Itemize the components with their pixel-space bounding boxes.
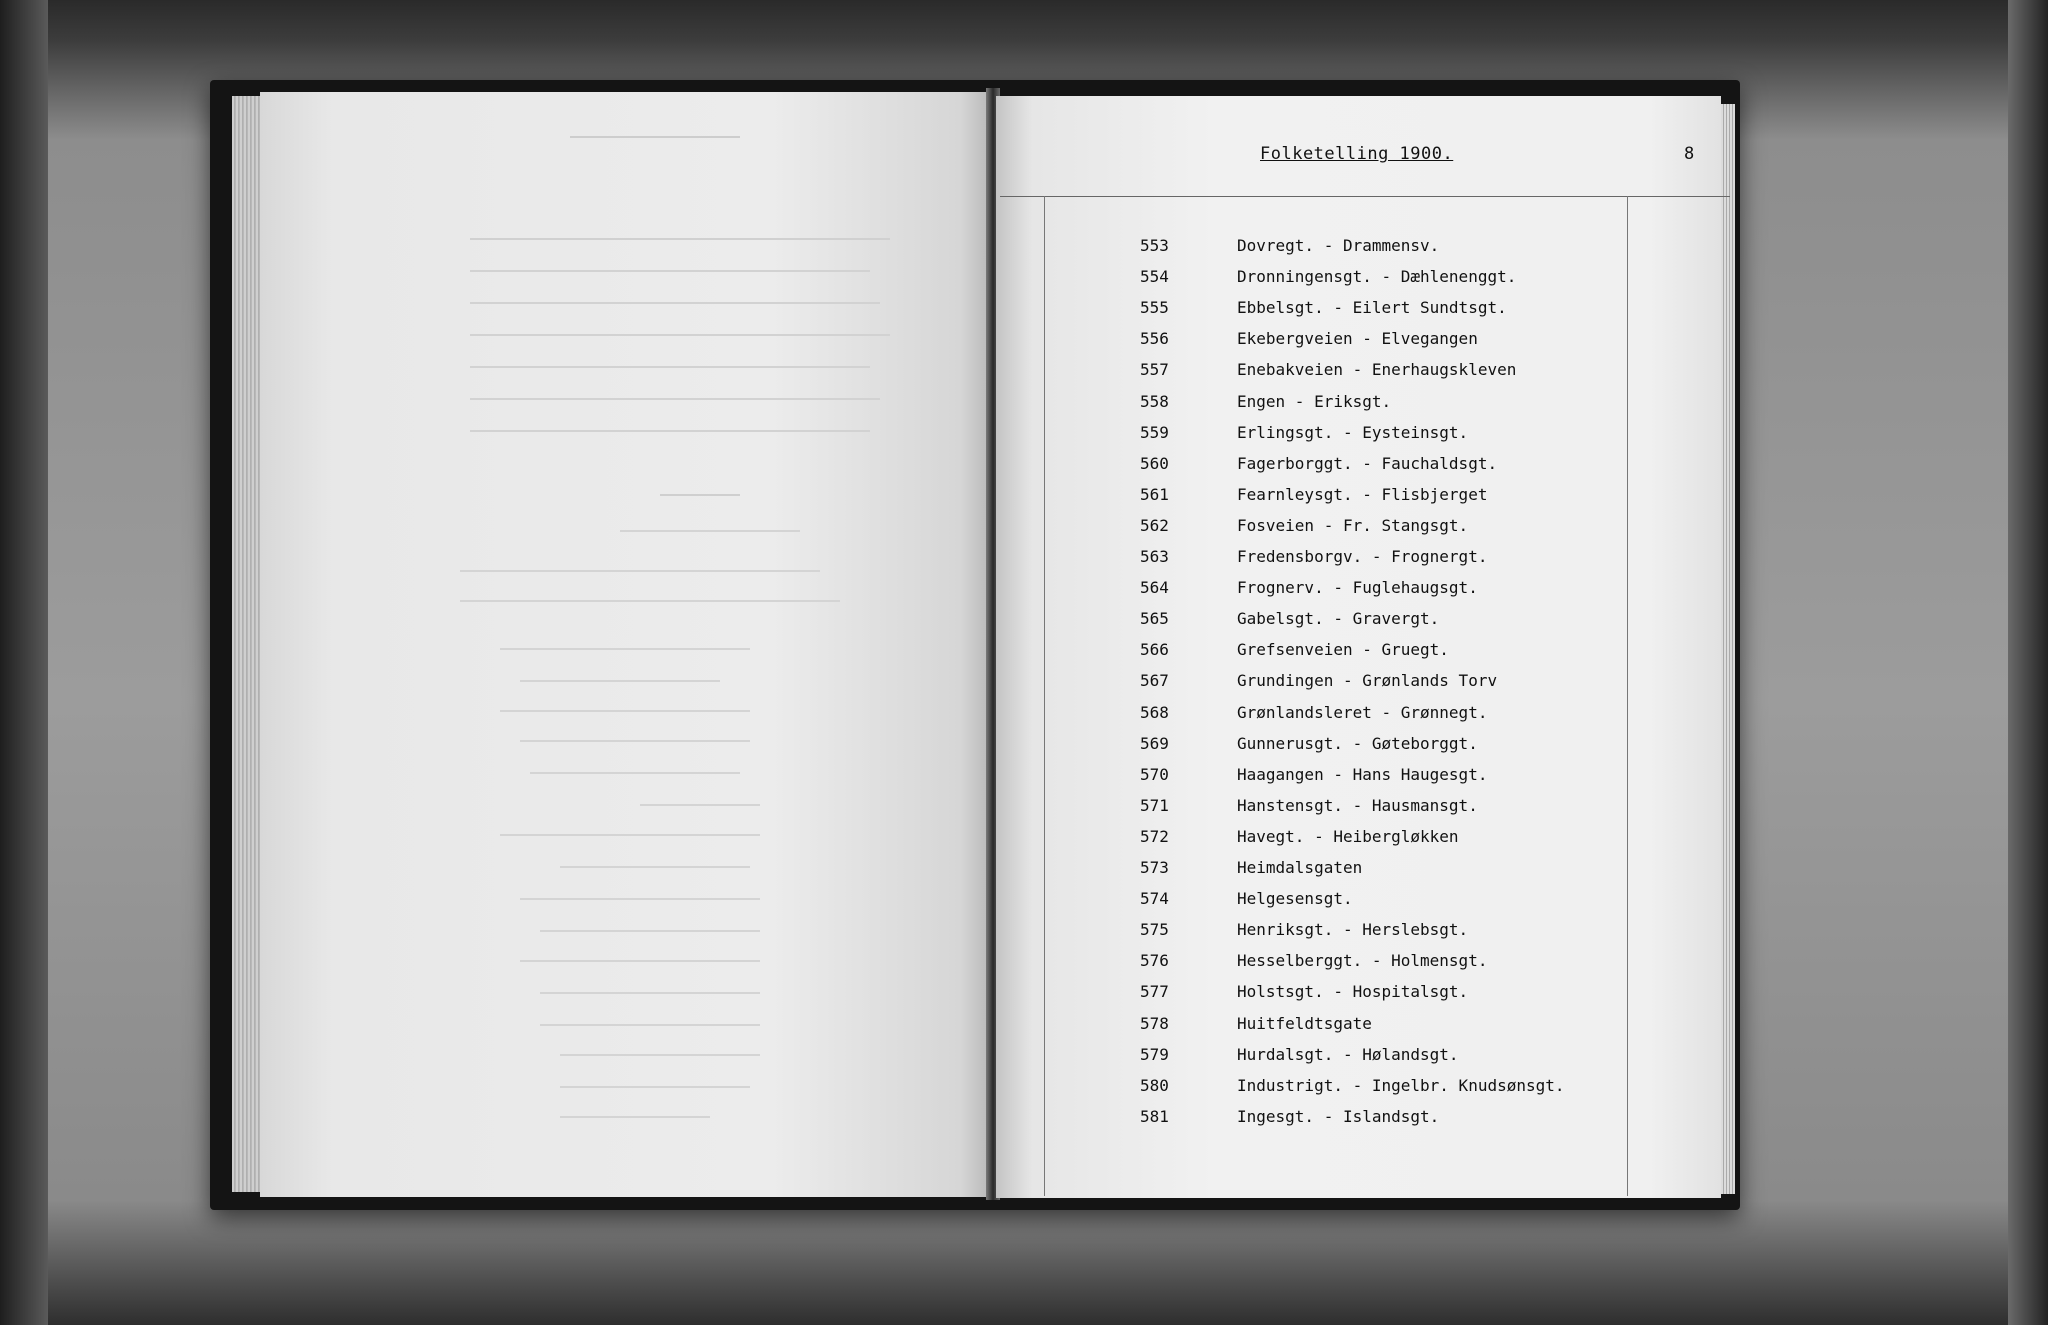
entry-street-range: Ekebergveien - Elvegangen (1237, 329, 1478, 349)
entry-number: 555 (1140, 298, 1169, 318)
entry-street-range: Gabelsgt. - Gravergt. (1237, 609, 1440, 629)
entry-street-range: Grefsenveien - Gruegt. (1237, 640, 1449, 660)
right-page-stack (1721, 104, 1735, 1194)
entry-street-range: Heimdalsgaten (1237, 858, 1363, 877)
entry-street-range: Holstsgt. - Hospitalsgt. (1237, 982, 1469, 1002)
entry-number: 553 (1140, 236, 1169, 255)
scan-edge-right (2008, 0, 2048, 1325)
entry-number: 571 (1140, 795, 1169, 815)
entry-number: 558 (1140, 391, 1169, 411)
entry-number: 577 (1140, 982, 1169, 1002)
entry-number: 576 (1140, 951, 1169, 971)
entry-street-range: Erlingsgt. - Eysteinsgt. (1237, 422, 1469, 442)
entry-street-range: Havegt. - Heibergløkken (1237, 826, 1459, 846)
entry-street-range: Fosveien - Fr. Stangsgt. (1237, 515, 1469, 535)
page-number: 8 (1684, 144, 1695, 164)
entry-number: 573 (1140, 858, 1169, 877)
entry-number: 556 (1140, 329, 1169, 349)
entry-number: 579 (1140, 1044, 1169, 1064)
entry-number: 580 (1140, 1075, 1169, 1095)
entry-number: 569 (1140, 733, 1169, 753)
right-margin-rule (1627, 196, 1628, 1196)
entry-street-range: Hanstensgt. - Hausmansgt. (1237, 795, 1478, 815)
entry-number: 560 (1140, 453, 1169, 473)
entry-street-range: Engen - Eriksgt. (1237, 391, 1392, 411)
left-margin-rule (1044, 196, 1045, 1196)
entry-street-range: Grønlandsleret - Grønnegt. (1237, 702, 1488, 722)
entry-number: 567 (1140, 671, 1169, 691)
entry-number: 570 (1140, 764, 1169, 784)
entry-street-range: Grundingen - Grønlands Torv (1237, 671, 1498, 691)
entry-number: 565 (1140, 609, 1169, 629)
entry-street-range: Henriksgt. - Herslebsgt. (1237, 920, 1469, 940)
entry-street-range: Fearnleysgt. - Flisbjerget (1237, 484, 1488, 504)
entry-number: 572 (1140, 826, 1169, 846)
entry-street-range: Gunnerusgt. - Gøteborggt. (1237, 733, 1478, 753)
scan-edge-left (0, 0, 48, 1325)
entry-street-range: Fagerborggt. - Fauchaldsgt. (1237, 453, 1498, 473)
entry-street-range: Fredensborgv. - Frognergt. (1237, 547, 1488, 566)
entry-number: 554 (1140, 267, 1169, 287)
entry-number: 561 (1140, 484, 1169, 504)
entry-street-range: Frognerv. - Fuglehaugsgt. (1237, 578, 1478, 598)
entry-number: 568 (1140, 702, 1169, 722)
entry-number: 559 (1140, 422, 1169, 442)
entry-number: 566 (1140, 640, 1169, 660)
entry-street-range: Dovregt. - Drammensv. (1237, 236, 1440, 255)
entry-number: 562 (1140, 515, 1169, 535)
entry-street-range: Helgesensgt. (1237, 889, 1353, 909)
entry-street-range: Industrigt. - Ingelbr. Knudsønsgt. (1237, 1075, 1565, 1095)
entry-number: 563 (1140, 547, 1169, 566)
entry-number: 574 (1140, 889, 1169, 909)
left-page (260, 92, 990, 1197)
entry-number: 575 (1140, 920, 1169, 940)
entry-number: 564 (1140, 578, 1169, 598)
entry-street-range: Ebbelsgt. - Eilert Sundtsgt. (1237, 298, 1507, 318)
entry-number: 578 (1140, 1013, 1169, 1033)
entry-street-range: Hurdalsgt. - Hølandsgt. (1237, 1044, 1459, 1064)
entry-street-range: Dronningensgt. - Dæhlenenggt. (1237, 267, 1517, 287)
entry-street-range: Huitfeldtsgate (1237, 1013, 1372, 1033)
entry-street-range: Haagangen - Hans Haugesgt. (1237, 764, 1488, 784)
entry-street-range: Ingesgt. - Islandsgt. (1237, 1106, 1440, 1126)
entry-number: 581 (1140, 1106, 1169, 1126)
entry-street-range: Enebakveien - Enerhaugskleven (1237, 360, 1517, 380)
entry-number: 557 (1140, 360, 1169, 380)
header-rule (1000, 196, 1730, 197)
entry-street-range: Hesselberggt. - Holmensgt. (1237, 951, 1488, 971)
page-title: Folketelling 1900. (1260, 144, 1454, 164)
